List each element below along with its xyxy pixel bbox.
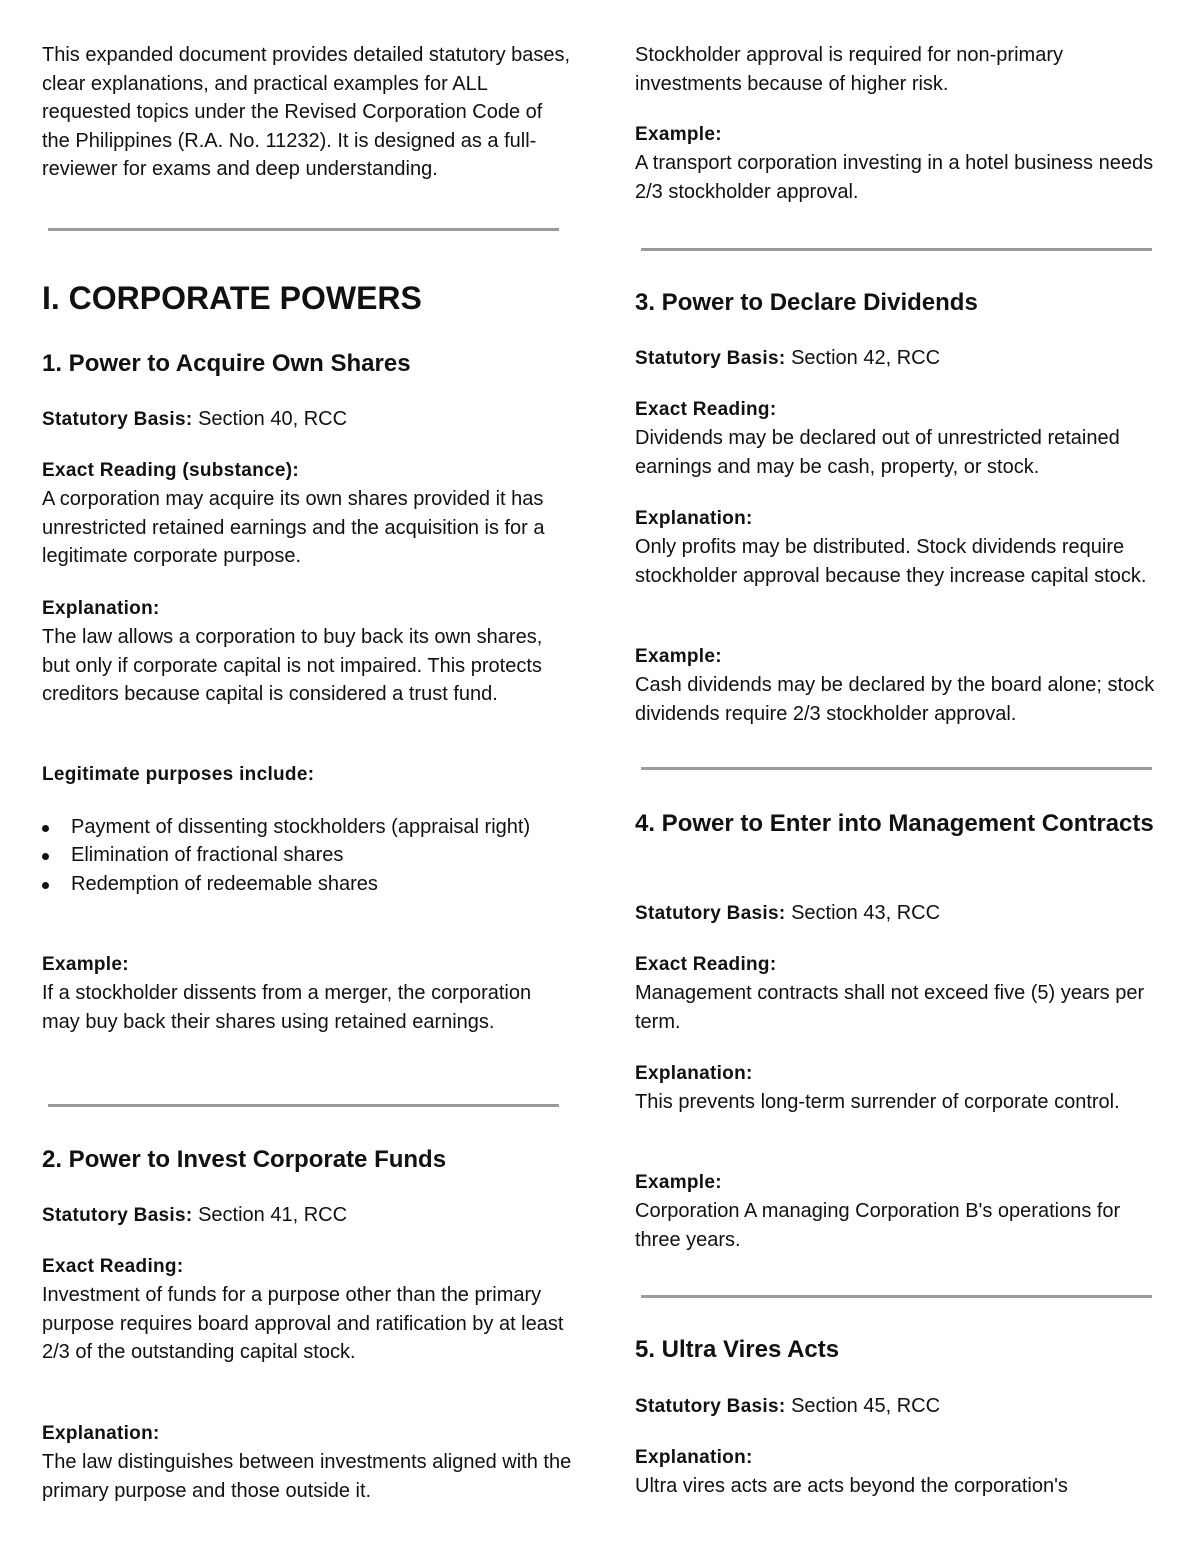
list-item: Payment of dissenting stockholders (appraisal right): [0, 813, 572, 841]
section-1-reading: [42, 457, 572, 571]
statutory-basis-label: Statutory Basis:: [42, 1205, 193, 1226]
explanation-label: Explanation:: [42, 1423, 160, 1444]
example-text: A transport corporation investing in a hotel business needs 2/3 stockholder approval.: [635, 152, 1154, 203]
statutory-basis-label: Statutory Basis:: [635, 348, 786, 369]
section-4-explanation: [635, 1060, 1165, 1117]
explanation-text: This prevents long-term surrender of corporate control.: [635, 1091, 1120, 1113]
exact-reading-text: A corporation may acquire its own shares provided it has unrestricted retained earnings and the acquisition is for a legitimate corporate purpose.: [42, 488, 545, 568]
intro-paragraph: This expanded document provides detailed statutory bases, clear explanations, and practical examples for ALL requested topics under the Revised Corporation Code of the Philippines (R.A. No. 11232). It is designed as a full-reviewer for exams and deep understanding.: [42, 44, 571, 181]
section-2-reading: [42, 1253, 572, 1367]
divider: [641, 248, 1152, 251]
exact-reading-label: Exact Reading:: [635, 399, 777, 420]
section-1-example: [42, 951, 572, 1036]
section-1-basis: [42, 405, 572, 435]
divider: [48, 228, 559, 231]
section-4-reading: [635, 951, 1165, 1036]
statutory-basis-value: Section 40, RCC: [198, 408, 348, 430]
explanation-text: Only profits may be distributed. Stock dividends require stockholder approval because they increase capital stock.: [635, 536, 1147, 587]
section-3-example: [635, 643, 1165, 728]
section-5-title: 5. Ultra Vires Acts: [635, 1336, 840, 1363]
section-5-basis: [635, 1392, 1165, 1422]
section-2-explanation-continued: Stockholder approval is required for non-primary investments because of higher risk.: [635, 44, 1063, 95]
example-label: Example:: [635, 646, 722, 667]
divider: [641, 1295, 1152, 1298]
explanation-label: Explanation:: [635, 1447, 753, 1468]
legitimate-purposes-label: Legitimate purposes include:: [42, 764, 315, 785]
section-1-explanation: [42, 595, 572, 709]
example-text: Corporation A managing Corporation B's operations for three years.: [635, 1200, 1121, 1251]
list-item: Redemption of redeemable shares: [0, 870, 572, 898]
explanation-text: Ultra vires acts are acts beyond the corporation's: [635, 1475, 1068, 1497]
exact-reading-label: Exact Reading:: [42, 1256, 184, 1277]
legitimate-purposes-list: [0, 813, 572, 898]
exact-reading-text: Management contracts shall not exceed five (5) years per term.: [635, 982, 1145, 1033]
statutory-basis-value: Section 41, RCC: [198, 1204, 348, 1226]
statutory-basis-value: Section 43, RCC: [791, 902, 941, 924]
statutory-basis-value: Section 45, RCC: [791, 1395, 941, 1417]
section-3-title: 3. Power to Declare Dividends: [635, 289, 978, 316]
section-1-title: 1. Power to Acquire Own Shares: [42, 350, 411, 377]
section-4-example: [635, 1169, 1165, 1254]
explanation-label: Explanation:: [635, 508, 753, 529]
example-text: If a stockholder dissents from a merger, the corporation may buy back their shares using retained earnings.: [42, 982, 532, 1033]
statutory-basis-label: Statutory Basis:: [42, 409, 193, 430]
statutory-basis-label: Statutory Basis:: [635, 903, 786, 924]
section-2-explanation: [42, 1420, 572, 1505]
explanation-label: Explanation:: [42, 598, 160, 619]
section-2-example: [635, 121, 1165, 206]
exact-reading-text: Dividends may be declared out of unrestricted retained earnings and may be cash, property, or stock.: [635, 427, 1120, 478]
divider: [48, 1104, 559, 1107]
explanation-text: The law allows a corporation to buy back its own shares, but only if corporate capital is not impaired. This protects creditors because capital is considered a trust fund.: [42, 626, 543, 706]
exact-reading-text: Investment of funds for a purpose other than the primary purpose requires board approval and ratification by at least 2/3 of the outstanding capital stock.: [42, 1284, 564, 1364]
statutory-basis-label: Statutory Basis:: [635, 1396, 786, 1417]
section-3-explanation: [635, 505, 1165, 590]
divider: [641, 767, 1152, 770]
exact-reading-label: Exact Reading:: [635, 954, 777, 975]
section-4-title: 4. Power to Enter into Management Contracts: [635, 810, 1154, 837]
explanation-text: The law distinguishes between investments aligned with the primary purpose and those outside it.: [42, 1451, 572, 1502]
section-5-explanation: [635, 1444, 1165, 1501]
section-3-reading: [635, 396, 1165, 481]
part-title: I. CORPORATE POWERS: [42, 280, 422, 316]
exact-reading-label: Exact Reading (substance):: [42, 460, 299, 481]
section-3-basis: [635, 344, 1165, 374]
section-2-title: 2. Power to Invest Corporate Funds: [42, 1146, 447, 1173]
example-text: Cash dividends may be declared by the board alone; stock dividends require 2/3 stockholder approval.: [635, 674, 1155, 725]
section-4-basis: [635, 899, 1165, 929]
statutory-basis-value: Section 42, RCC: [791, 347, 941, 369]
example-label: Example:: [635, 124, 722, 145]
list-item: Elimination of fractional shares: [0, 841, 572, 869]
example-label: Example:: [42, 954, 129, 975]
example-label: Example:: [635, 1172, 722, 1193]
section-2-basis: [42, 1201, 572, 1231]
explanation-label: Explanation:: [635, 1063, 753, 1084]
